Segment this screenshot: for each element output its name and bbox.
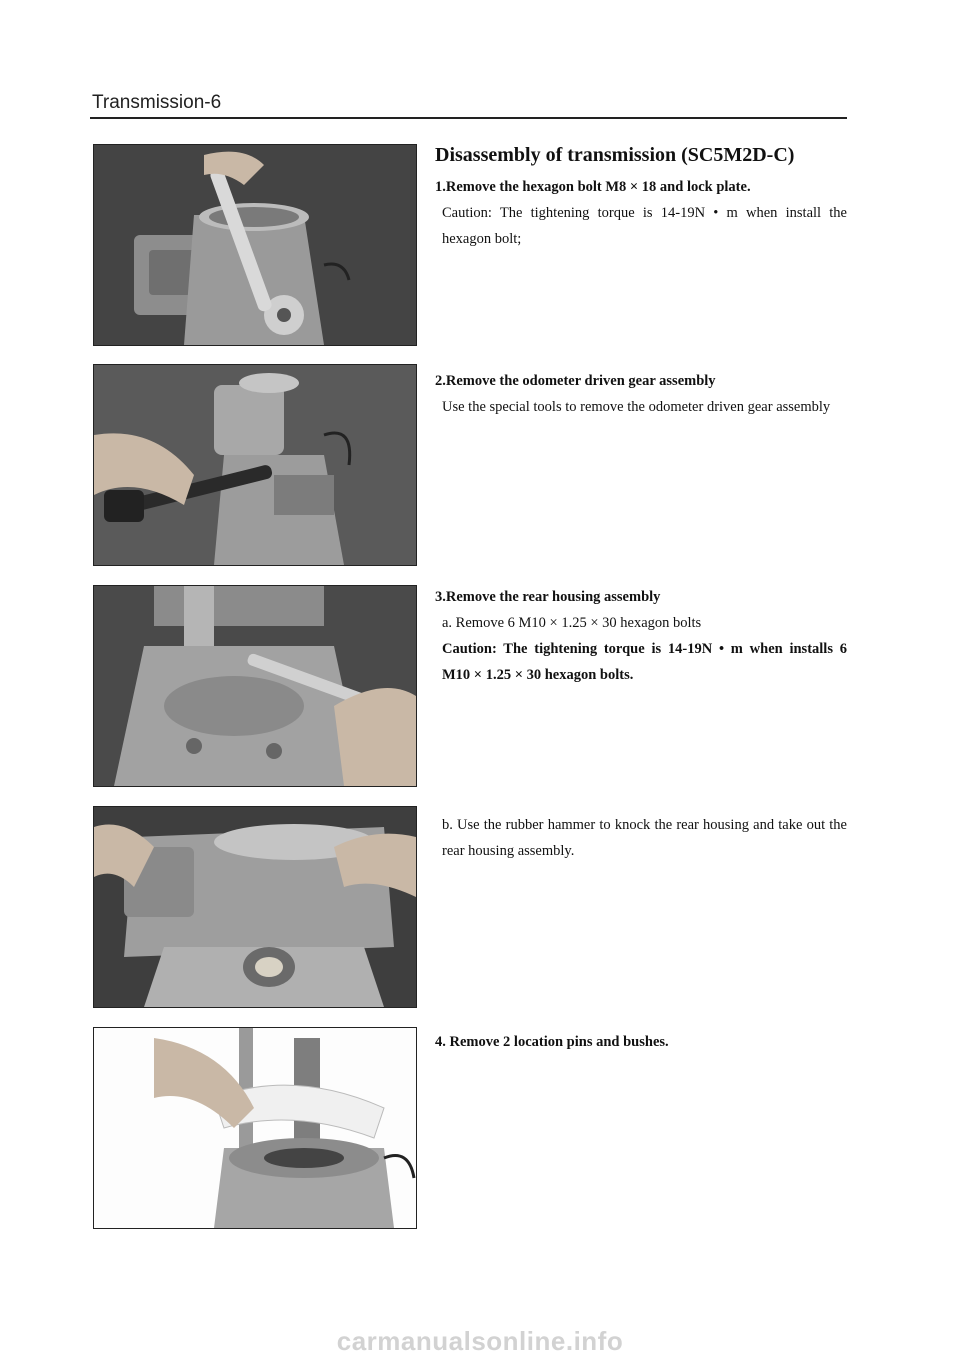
photo-step-3b (93, 806, 417, 1008)
photo-step-3 (93, 585, 417, 787)
special-tool-odometer-gear-icon (94, 365, 416, 565)
step-2-text (435, 368, 847, 420)
step-3-text (435, 584, 847, 688)
step-3b-line: b. Use the rubber hammer to knock the rear housing and take out the rear housing assembly. (442, 817, 847, 859)
header-rule (90, 117, 847, 119)
step-2-heading: 2.Remove the odometer driven gear assembly (435, 373, 716, 389)
step-4-text (435, 1029, 847, 1055)
step-3b-text (435, 812, 847, 864)
step-1-text (435, 142, 847, 252)
wrench-rear-housing-bolts-icon (94, 586, 416, 786)
photo-step-2 (93, 364, 417, 566)
watermark: carmanualsonline.info (336, 1326, 624, 1356)
page-header: Transmission-6 (92, 92, 222, 113)
step-3-caution: Caution: The tightening torque is 14-19N • m when installs 6 M10 × 1.25 × 30 hexagon bolts. (442, 641, 847, 683)
hands-lifting-rear-housing-icon (94, 807, 416, 1007)
step-1-caution: Caution: The tightening torque is 14-19N • m when install the hexagon bolt; (442, 205, 847, 247)
photo-step-4 (93, 1027, 417, 1229)
section-title: Disassembly of transmission (SC5M2D-C) (435, 144, 795, 166)
photo-step-1 (93, 144, 417, 346)
step-4-heading: 4. Remove 2 location pins and bushes. (435, 1034, 669, 1050)
step-2-line: Use the special tools to remove the odometer driven gear assembly (442, 399, 831, 415)
wrench-on-hexagon-bolt-icon (94, 145, 416, 345)
step-1-heading: 1.Remove the hexagon bolt M8 × 18 and lock plate. (435, 179, 751, 195)
step-3-heading: 3.Remove the rear housing assembly (435, 589, 661, 605)
hands-removing-location-pins-icon (94, 1028, 416, 1228)
step-3-line: a. Remove 6 M10 × 1.25 × 30 hexagon bolts (442, 615, 702, 631)
